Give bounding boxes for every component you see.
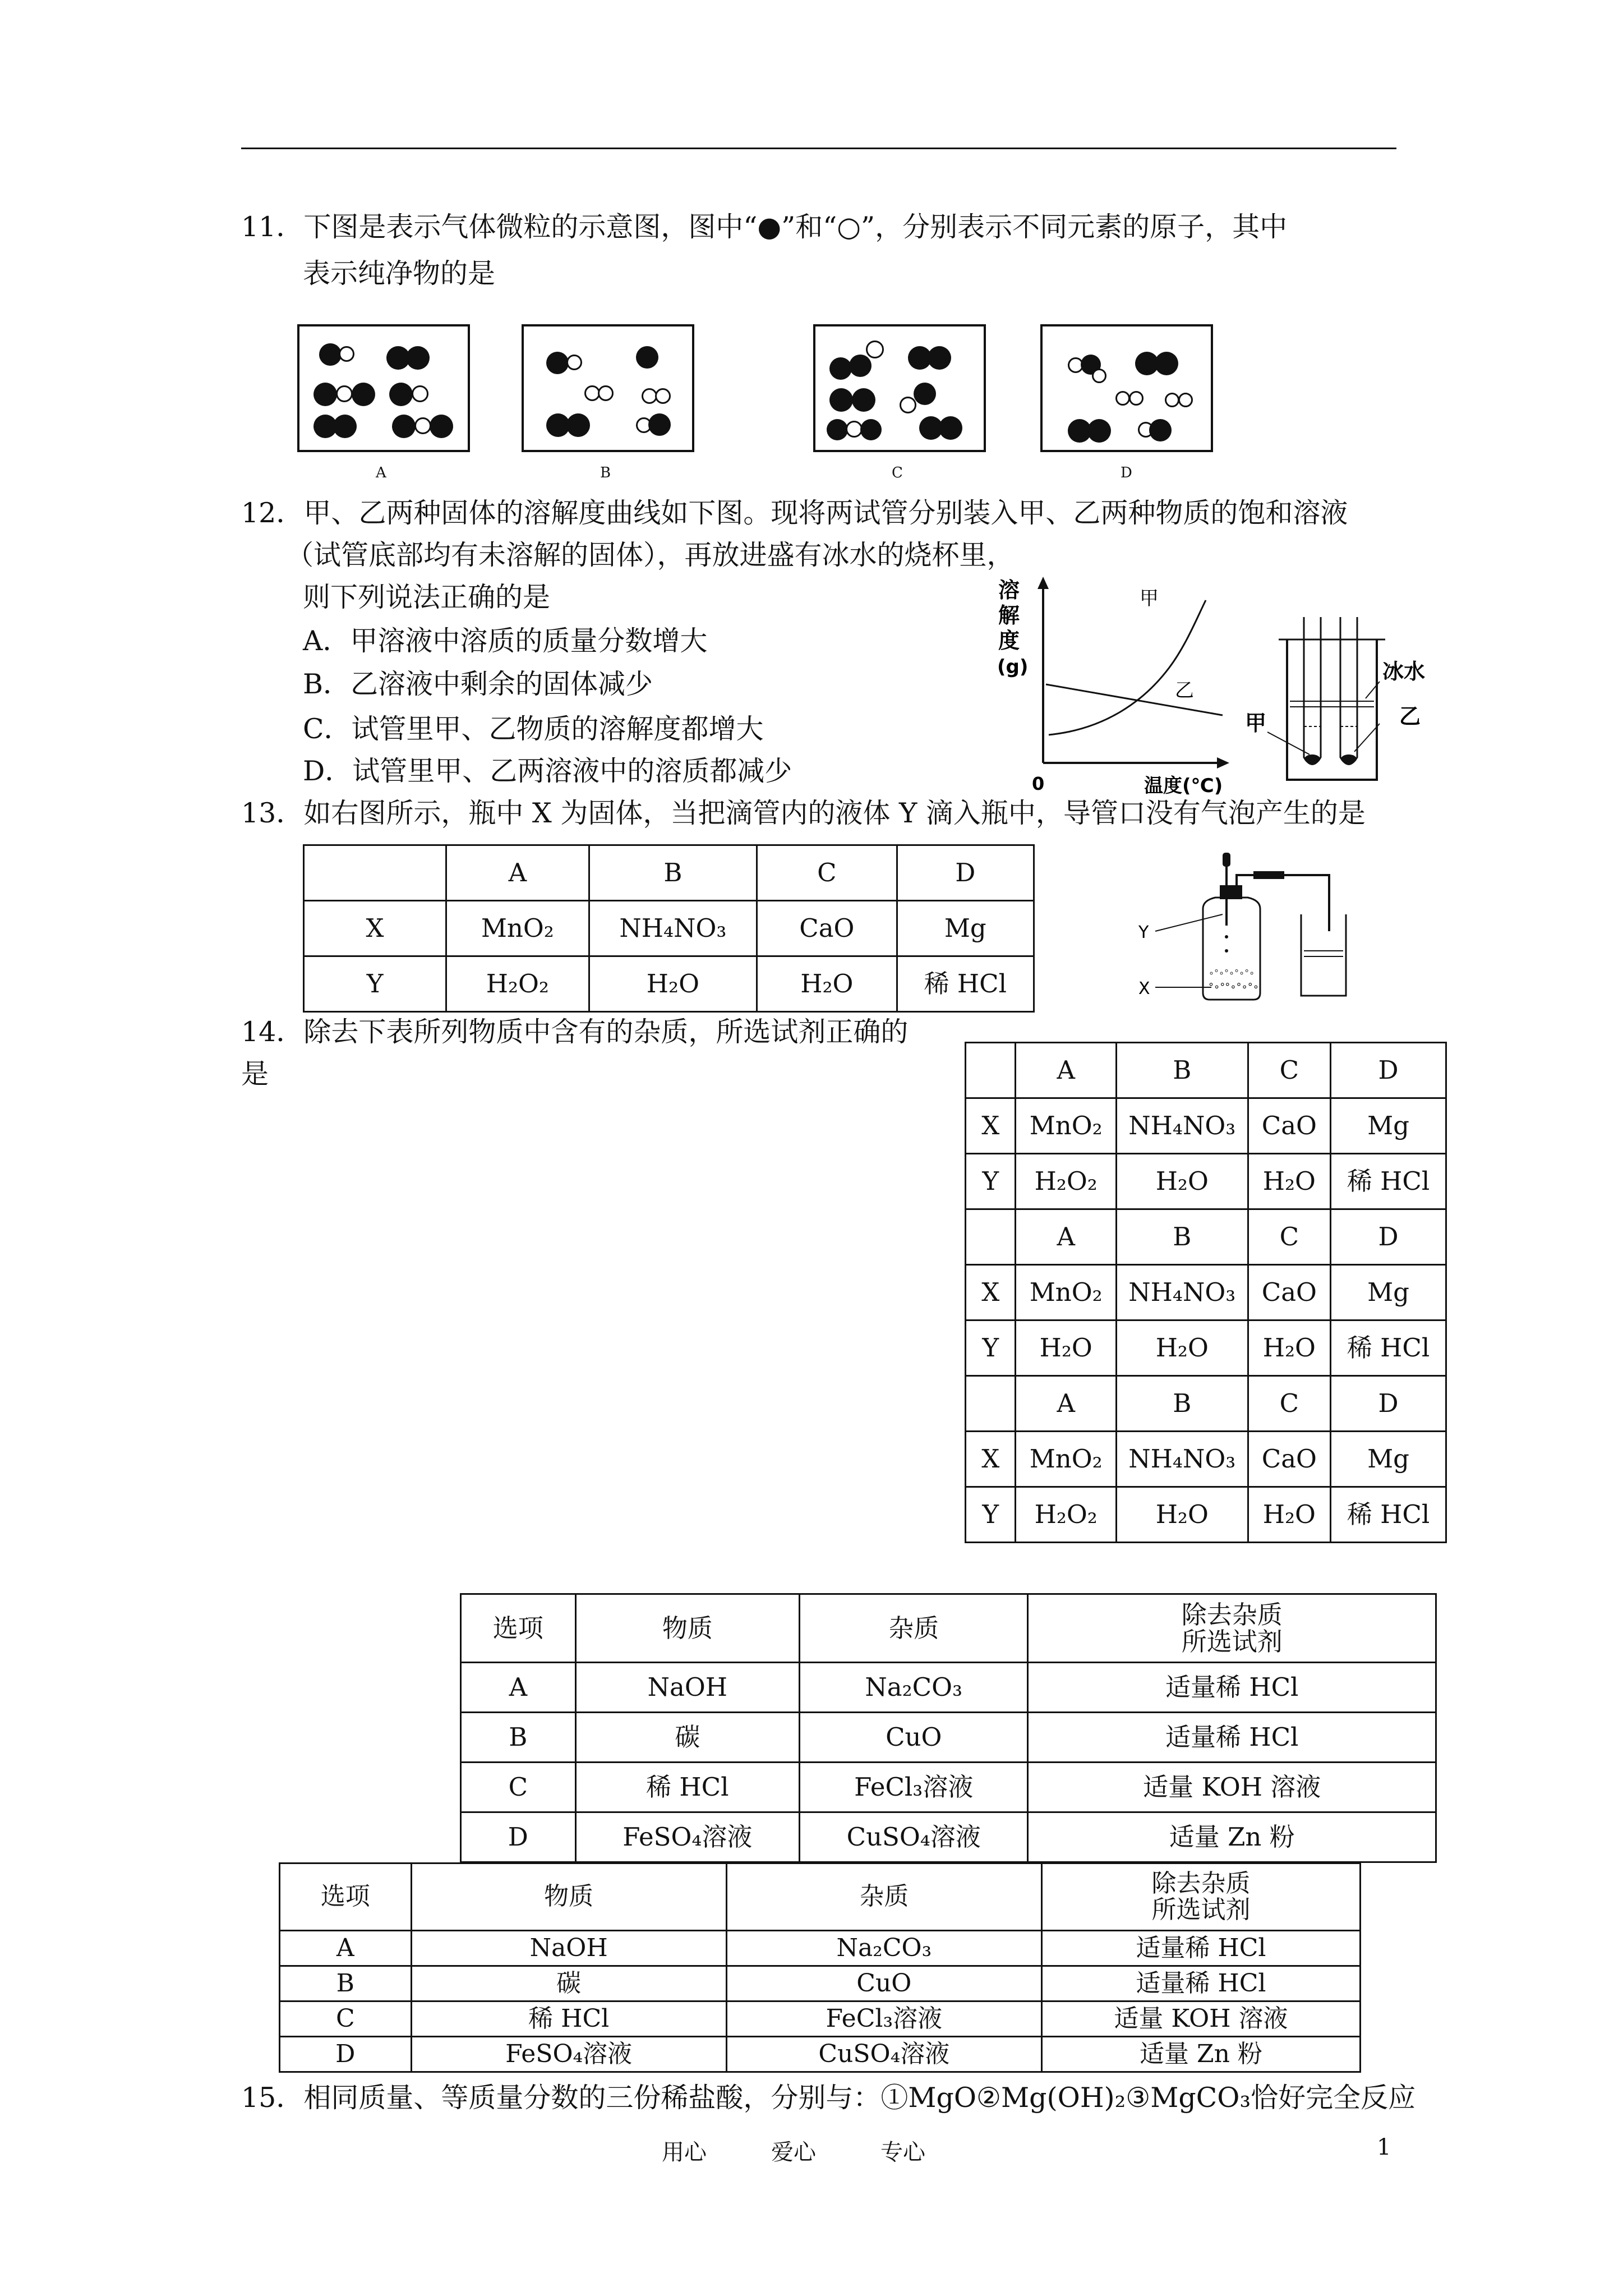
- table-row: [461, 1594, 1436, 1663]
- cell: MnO₂: [1016, 1432, 1117, 1487]
- cell: X: [966, 1432, 1016, 1487]
- curve-label-jia: 甲: [1140, 587, 1159, 610]
- cell: NH₄NO₃: [1116, 1432, 1248, 1487]
- cell: D: [280, 2037, 412, 2072]
- table-row: [966, 1265, 1446, 1320]
- cell: 适量稀 HCl: [1028, 1663, 1436, 1713]
- ylabel-3: 度: [998, 628, 1020, 653]
- cell: 物质: [411, 1864, 726, 1931]
- cell: 碳: [575, 1713, 799, 1763]
- cell: MnO₂: [1016, 1265, 1117, 1320]
- cell: Y: [966, 1487, 1016, 1543]
- q12-option-a: A．甲溶液中溶质的质量分数增大: [303, 625, 708, 657]
- cell: D: [461, 1812, 576, 1862]
- particle-box-b: [522, 324, 694, 452]
- cell: H₂O: [589, 956, 757, 1012]
- cell: 杂质: [800, 1594, 1028, 1663]
- cell: 稀 HCl: [1331, 1154, 1446, 1209]
- cell: B: [589, 845, 757, 901]
- footer-text-1: 用心: [662, 2139, 707, 2165]
- cell: MnO₂: [1016, 1098, 1117, 1154]
- box-label-d: D: [1121, 464, 1132, 481]
- cell: NaOH: [575, 1663, 799, 1713]
- cell: H₂O₂: [1016, 1487, 1117, 1543]
- cell: A: [446, 845, 589, 901]
- cell: A: [1016, 1043, 1117, 1098]
- table-row: [966, 1043, 1446, 1098]
- box-label-b: B: [600, 464, 611, 481]
- cell: [966, 1209, 1016, 1265]
- table-row: [966, 1376, 1446, 1432]
- cell: [966, 1376, 1016, 1432]
- footer-text-3: 专心: [880, 2139, 925, 2165]
- q14-side-table: [965, 1042, 1447, 1543]
- xlabel: 温度(℃): [1144, 775, 1223, 797]
- ylabel-4: (g): [997, 656, 1029, 678]
- cell: NH₄NO₃: [1116, 1265, 1248, 1320]
- cell: 稀 HCl: [411, 2001, 726, 2037]
- q12-option-b: B．乙溶液中剩余的固体减少: [303, 668, 653, 700]
- cell: H₂O₂: [1016, 1154, 1117, 1209]
- cell: 杂质: [726, 1864, 1041, 1931]
- tube-label-yi: 乙: [1399, 704, 1421, 729]
- cell: CaO: [757, 901, 897, 956]
- q14-stem-line1: 14．除去下表所列物质中含有的杂质，所选试剂正确的: [241, 1016, 909, 1048]
- cell: NH₄NO₃: [589, 901, 757, 956]
- cell: Na₂CO₃: [800, 1663, 1028, 1713]
- cell: FeSO₄溶液: [411, 2037, 726, 2072]
- header-rule: [241, 148, 1396, 149]
- particle-box-a: [297, 324, 470, 452]
- cell: 适量稀 HCl: [1041, 1966, 1360, 2001]
- cell: C: [1248, 1376, 1331, 1432]
- origin-label: 0: [1032, 773, 1045, 794]
- cell: NH₄NO₃: [1116, 1098, 1248, 1154]
- q14-table-2: [279, 1862, 1361, 2073]
- box-label-c: C: [892, 464, 903, 481]
- cell: A: [280, 1931, 412, 1966]
- cell: CuO: [726, 1966, 1041, 2001]
- cell: X: [966, 1265, 1016, 1320]
- q12-stem-line3: 则下列说法正确的是: [303, 581, 551, 613]
- cell: H₂O: [1116, 1154, 1248, 1209]
- cell: H₂O: [1116, 1320, 1248, 1376]
- q12-option-d: D．试管里甲、乙两溶液中的溶质都减少: [303, 755, 792, 787]
- table-row: [304, 956, 1034, 1012]
- cell: H₂O: [1116, 1487, 1248, 1543]
- beaker-figure: [1245, 606, 1447, 791]
- cell: H₂O: [1248, 1487, 1331, 1543]
- table-row: [461, 1812, 1436, 1862]
- ice-water-label: 冰水: [1382, 659, 1426, 684]
- table-row: [966, 1154, 1446, 1209]
- cell: D: [1331, 1043, 1446, 1098]
- table-row: [966, 1432, 1446, 1487]
- cell: H₂O₂: [446, 956, 589, 1012]
- cell: CuSO₄溶液: [726, 2037, 1041, 2072]
- cell: 除去杂质 所选试剂: [1028, 1594, 1436, 1663]
- cell: CuO: [800, 1713, 1028, 1763]
- cell: Mg: [1331, 1432, 1446, 1487]
- cell: A: [1016, 1209, 1117, 1265]
- page-number: 1: [1377, 2134, 1391, 2160]
- cell: FeCl₃溶液: [800, 1763, 1028, 1812]
- cell: C: [461, 1763, 576, 1812]
- cell: H₂O: [1248, 1320, 1331, 1376]
- cell: C: [1248, 1209, 1331, 1265]
- label-y: Y: [1138, 923, 1149, 942]
- cell: A: [461, 1663, 576, 1713]
- ylabel-2: 解: [998, 603, 1020, 628]
- table-row: [461, 1763, 1436, 1812]
- cell: CuSO₄溶液: [800, 1812, 1028, 1862]
- particle-box-d: [1040, 324, 1213, 452]
- table-row: [461, 1663, 1436, 1713]
- cell: H₂O: [1016, 1320, 1117, 1376]
- q11-stem-line2: 表示纯净物的是: [303, 257, 496, 289]
- q14-stem-line2: 是: [241, 1058, 269, 1090]
- cell: [966, 1043, 1016, 1098]
- q14-table-1: [460, 1593, 1437, 1863]
- cell: CaO: [1248, 1265, 1331, 1320]
- cell: NaOH: [411, 1931, 726, 1966]
- cell: CaO: [1248, 1432, 1331, 1487]
- cell: FeSO₄溶液: [575, 1812, 799, 1862]
- cell: 稀 HCl: [1331, 1487, 1446, 1543]
- cell: D: [1331, 1209, 1446, 1265]
- q12-stem-line2: （试管底部均有未溶解的固体），再放进盛有冰水的烧杯里，: [286, 539, 1015, 571]
- cell: B: [461, 1713, 576, 1763]
- q13-table: [303, 844, 1035, 1013]
- table-row: [280, 1864, 1361, 1931]
- cell: D: [1331, 1376, 1446, 1432]
- cell: Mg: [1331, 1265, 1446, 1320]
- cell: B: [1116, 1209, 1248, 1265]
- q13-stem: 13．如右图所示，瓶中 X 为固体，当把滴管内的液体 Y 滴入瓶中，导管口没有气泡产生的是: [241, 797, 1366, 829]
- table-row: [461, 1713, 1436, 1763]
- cell: [304, 845, 446, 901]
- gas-apparatus-figure: [1138, 853, 1352, 1010]
- cell: 适量 Zn 粉: [1028, 1812, 1436, 1862]
- cell: B: [1116, 1376, 1248, 1432]
- cell: 稀 HCl: [1331, 1320, 1446, 1376]
- cell: Na₂CO₃: [726, 1931, 1041, 1966]
- cell: H₂O: [757, 956, 897, 1012]
- cell: 选项: [280, 1864, 412, 1931]
- cell: 适量稀 HCl: [1028, 1713, 1436, 1763]
- cell: D: [897, 845, 1034, 901]
- cell: FeCl₃溶液: [726, 2001, 1041, 2037]
- table-row: [280, 1966, 1361, 2001]
- cell: H₂O: [1248, 1154, 1331, 1209]
- cell: C: [280, 2001, 412, 2037]
- cell: 适量 KOH 溶液: [1041, 2001, 1360, 2037]
- cell: 选项: [461, 1594, 576, 1663]
- cell: A: [1016, 1376, 1117, 1432]
- cell: 适量稀 HCl: [1041, 1931, 1360, 1966]
- cell: 碳: [411, 1966, 726, 2001]
- cell: B: [280, 1966, 412, 2001]
- cell: X: [304, 901, 446, 956]
- table-row: [966, 1209, 1446, 1265]
- tube-label-jia: 甲: [1245, 711, 1267, 735]
- footer-text-2: 爱心: [771, 2139, 816, 2165]
- svg-text:∘°∘°∘°∘°∘: ∘°∘°∘°∘°∘: [1209, 968, 1255, 978]
- ylabel-1: 溶: [998, 578, 1020, 602]
- q12-stem-line1: 12．甲、乙两种固体的溶解度曲线如下图。现将两试管分别装入甲、乙两种物质的饱和溶液: [241, 497, 1348, 529]
- q15-stem: 15．相同质量、等质量分数的三份稀盐酸，分别与：①MgO②Mg(OH)₂③MgCO₃恰好完全反应: [241, 2082, 1416, 2114]
- cell: 稀 HCl: [897, 956, 1034, 1012]
- table-row: [280, 1931, 1361, 1966]
- table-row: [966, 1320, 1446, 1376]
- q12-option-c: C．试管里甲、乙物质的溶解度都增大: [303, 713, 764, 745]
- cell: Y: [304, 956, 446, 1012]
- table-row: [304, 845, 1034, 901]
- cell: CaO: [1248, 1098, 1331, 1154]
- cell: MnO₂: [446, 901, 589, 956]
- table-row: [280, 2001, 1361, 2037]
- cell: 稀 HCl: [575, 1763, 799, 1812]
- cell: X: [966, 1098, 1016, 1154]
- label-x: X: [1138, 979, 1150, 999]
- cell: Mg: [897, 901, 1034, 956]
- table-row: [280, 2037, 1361, 2072]
- table-row: [966, 1487, 1446, 1543]
- cell: B: [1116, 1043, 1248, 1098]
- q11-stem-line1: 11．下图是表示气体微粒的示意图，图中“●”和“○”，分别表示不同元素的原子，其中: [241, 211, 1288, 243]
- cell: Y: [966, 1320, 1016, 1376]
- table-row: [966, 1098, 1446, 1154]
- particle-box-c: [813, 324, 986, 452]
- cell: 适量 Zn 粉: [1041, 2037, 1360, 2072]
- cell: 适量 KOH 溶液: [1028, 1763, 1436, 1812]
- cell: C: [1248, 1043, 1331, 1098]
- box-label-a: A: [376, 464, 386, 481]
- solubility-graph: [976, 572, 1239, 797]
- svg-text:°∘°°∘°∘°∘: °∘°°∘°∘°∘: [1209, 981, 1260, 993]
- curve-label-yi: 乙: [1175, 679, 1194, 702]
- table-row: [304, 901, 1034, 956]
- cell: C: [757, 845, 897, 901]
- cell: Y: [966, 1154, 1016, 1209]
- cell: 物质: [575, 1594, 799, 1663]
- cell: Mg: [1331, 1098, 1446, 1154]
- cell: 除去杂质 所选试剂: [1041, 1864, 1360, 1931]
